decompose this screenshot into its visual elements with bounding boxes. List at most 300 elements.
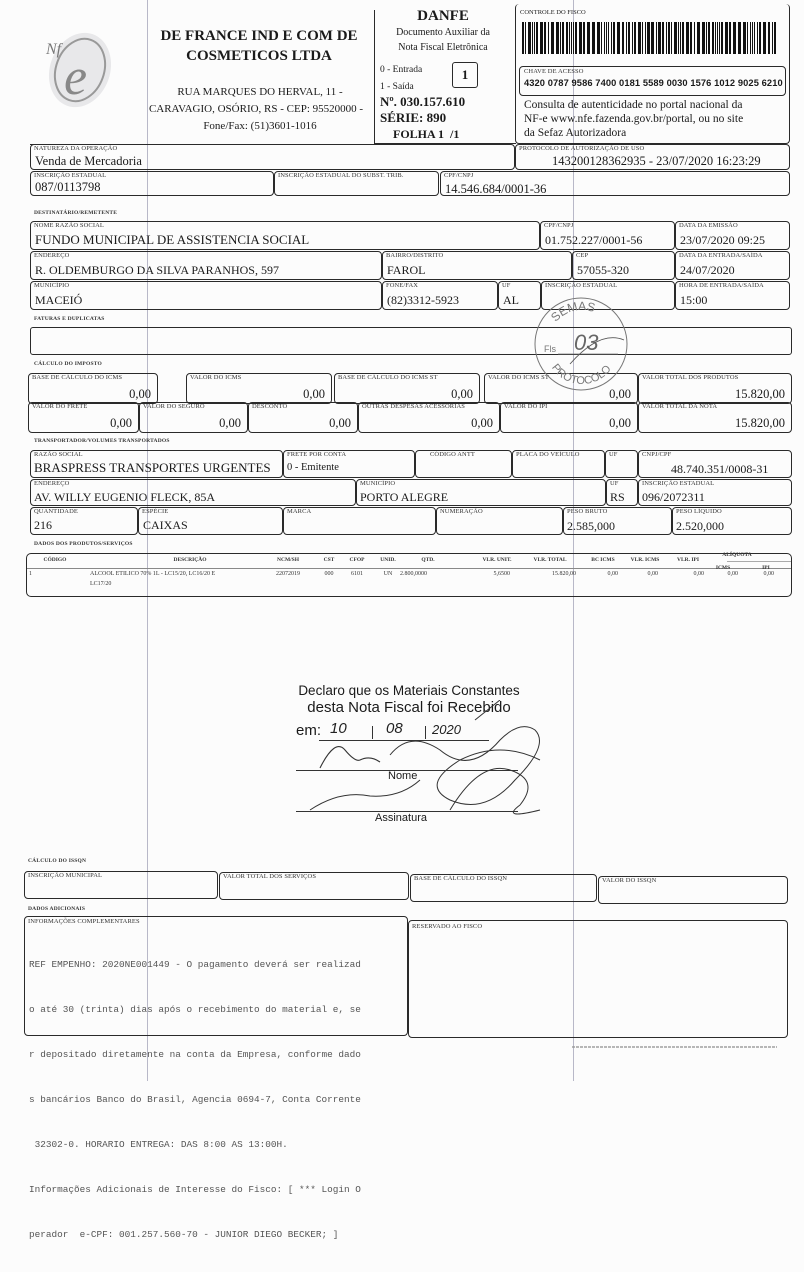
- produtos-header-rule: [27, 568, 791, 569]
- barcode-bar: [606, 22, 607, 54]
- barcode-bar: [548, 22, 549, 54]
- imposto-r2-field-3-value: 0,00: [471, 416, 493, 430]
- cell-vlr_unit: 5,6500: [493, 571, 510, 577]
- barcode-bar: [569, 22, 570, 54]
- transp-uf-field: [605, 450, 638, 478]
- barcode-bar: [628, 22, 630, 54]
- transp-numeracao-label: NUMERAÇÃO: [440, 508, 483, 515]
- barcode-bar: [571, 22, 572, 54]
- natureza-label: NATUREZA DA OPERAÇÃO: [34, 145, 118, 152]
- barcode-bar: [759, 22, 761, 54]
- ie-value: 087/0113798: [35, 180, 101, 194]
- column-header-3: CST: [323, 557, 335, 563]
- barcode-bar: [522, 22, 524, 54]
- emitente-nome: [148, 26, 370, 66]
- transportador-section: TRANSPORTADOR/VOLUMES TRANSPORTADOS: [34, 438, 170, 444]
- imposto-r2-field-0: [28, 402, 139, 433]
- column-header-14: IPI: [762, 565, 770, 571]
- barcode-bar: [626, 22, 627, 54]
- column-header-10: VLR. ICMS: [630, 557, 660, 563]
- barcode-bar: [717, 22, 718, 54]
- barcode-bar: [752, 22, 753, 54]
- dest-cnpj-field: [540, 221, 675, 250]
- cell-cfop: 6101: [351, 571, 363, 577]
- recibo-data-mes: 08: [386, 720, 403, 737]
- transp-uf-label: UF: [609, 451, 618, 458]
- danfe-tipo-box: [452, 62, 478, 88]
- transp-cnpj-field: [638, 450, 792, 478]
- destinatario-section: DESTINATÁRIO/REMETENTE: [34, 210, 118, 216]
- transp-marca-field: [283, 507, 436, 535]
- barcode-bar: [592, 22, 595, 54]
- barcode-bar: [573, 22, 574, 54]
- imposto-r1-field-1-value: 0,00: [303, 387, 325, 401]
- imposto-r2-field-5: [638, 402, 792, 433]
- cnpj-emitente-field: [440, 171, 790, 196]
- adicionais-section: DADOS ADICIONAIS: [28, 906, 86, 912]
- chave-acesso-box: [519, 66, 786, 96]
- barcode-bar: [768, 22, 770, 54]
- barcode-bar: [604, 22, 605, 54]
- dest-municipio-value: MACEIÓ: [35, 293, 83, 307]
- transp-uf2-field: [606, 479, 638, 506]
- svg-text:e: e: [64, 49, 88, 106]
- cell-qtd: 2.800,0000: [400, 571, 427, 577]
- barcode-bar: [668, 22, 670, 54]
- dest-emissao-value: 23/07/2020 09:25: [680, 233, 766, 247]
- consulta-line3: da Sefaz Autorizadora: [524, 127, 627, 139]
- barcode-bar: [702, 22, 705, 54]
- transp-peso-bruto-label: PESO BRUTO: [567, 508, 608, 515]
- dest-entrada-value: 24/07/2020: [680, 263, 735, 277]
- imposto-r2-field-1: [139, 402, 248, 433]
- dest-endereco-label: ENDEREÇO: [34, 252, 70, 259]
- issqn-valor-label: VALOR DO ISSQN: [602, 877, 657, 884]
- imposto-r1-field-2: [334, 373, 480, 404]
- barcode-bar: [694, 22, 695, 54]
- column-header-7: VLR. UNIT.: [482, 557, 512, 563]
- barcode-bar: [708, 22, 710, 54]
- barcode-bar: [579, 22, 582, 54]
- imposto-r1-field-0-value: 0,00: [129, 387, 151, 401]
- barcode-bar: [528, 22, 531, 54]
- barcode-bar: [733, 22, 736, 54]
- natureza-operacao-field: [30, 144, 515, 170]
- barcode-bar: [613, 22, 615, 54]
- stamp-icon: [530, 290, 632, 392]
- transp-frete-label: FRETE POR CONTA: [287, 451, 347, 458]
- danfe-serie: SÉRIE: 890: [380, 110, 447, 125]
- recibo-line2: desta Nota Fiscal foi Recebido: [307, 699, 511, 716]
- column-header-4: CFOP: [349, 557, 365, 563]
- dest-cep-label: CEP: [576, 252, 589, 259]
- dest-cep-value: 57055-320: [577, 263, 629, 277]
- barcode-bar: [544, 22, 546, 54]
- danfe-block: [376, 8, 510, 55]
- consulta-texto: [524, 98, 743, 140]
- transp-cnpj-value: 48.740.351/0008-31: [671, 462, 769, 476]
- barcode-bar: [611, 22, 612, 54]
- barcode-bar: [686, 22, 689, 54]
- imposto-r2-field-3: [358, 402, 500, 433]
- protocolo-value: 143200128362935 - 23/07/2020 16:23:29: [552, 154, 761, 168]
- cnpj-emitente-value: 14.546.684/0001-36: [445, 182, 547, 196]
- transp-endereco-label: ENDEREÇO: [34, 480, 70, 487]
- info-line: Informações Adicionais de Interesse do Fisco: [ *** Login O: [29, 1184, 361, 1195]
- imposto-r1-field-3-label: VALOR DO ICMS ST: [488, 374, 549, 381]
- danfe-title: DANFE: [417, 8, 469, 24]
- emitente-nome-line2: COSMETICOS LTDA: [186, 48, 332, 64]
- stamp-bottom-text: PROTOCOLO: [549, 361, 614, 388]
- barcode-bar: [729, 22, 731, 54]
- recibo-em-label: em:: [296, 722, 322, 739]
- column-header-6: QTD.: [421, 557, 435, 563]
- transp-razao-label: RAZÃO SOCIAL: [34, 451, 83, 458]
- transp-qtd-value: 216: [34, 518, 52, 532]
- barcode-bar: [750, 22, 751, 54]
- barcode-bar: [534, 22, 535, 54]
- cell-ncm: 22072019: [276, 571, 300, 577]
- info-line: r depositado diretamente na conta da Empresa, conforme dado: [29, 1049, 361, 1060]
- info-line: REF EMPENHO: 2020NE001449 - O pagamento deverá ser realizad: [29, 959, 361, 970]
- dest-nome-value: FUNDO MUNICIPAL DE ASSISTENCIA SOCIAL: [35, 232, 310, 247]
- emitente-endereco: [140, 84, 380, 135]
- barcode-bar: [719, 22, 720, 54]
- dest-entrada-field: [675, 251, 790, 280]
- transp-razao-value: BRASPRESS TRANSPORTES URGENTES: [34, 460, 271, 475]
- imposto-r1-field-2-label: BASE DE CÁLCULO DO ICMS ST: [338, 374, 438, 381]
- transp-ie-label: INSCRIÇÃO ESTADUAL: [642, 480, 715, 487]
- cnpj-emitente-label: CPF/CNPJ: [444, 172, 474, 179]
- info-complementares-label: INFORMAÇÕES COMPLEMENTARES: [28, 918, 140, 925]
- barcode-bar: [662, 22, 664, 54]
- barcode-bar: [622, 22, 624, 54]
- info-line: perador e-CPF: 001.257.560-70 - JUNIOR DIEGO BECKER; ]: [29, 1229, 339, 1240]
- dest-hora-label: HORA DE ENTRADA/SAÍDA: [679, 282, 764, 289]
- barcode-bar: [575, 22, 577, 54]
- info-line: o até 30 (trinta) dias após o recebimento do material e, se: [29, 1004, 361, 1015]
- info-line: 32302-0. HORARIO ENTREGA: DAS 8:00 AS 13:00H.: [29, 1139, 288, 1150]
- dest-cep-field: [572, 251, 675, 280]
- cell-aliq_icms: 0,00: [727, 571, 738, 577]
- transp-peso-liquido-value: 2.520,000: [676, 519, 724, 533]
- barcode-bar: [690, 22, 692, 54]
- cell-cst: 000: [324, 571, 334, 577]
- transp-endereco-value: AV. WILLY EUGENIO FLECK, 85A: [34, 490, 216, 504]
- imposto-r2-field-0-value: 0,00: [110, 416, 132, 430]
- dest-emissao-field: [675, 221, 790, 250]
- barcode-bar: [638, 22, 641, 54]
- cell-unid: UN: [383, 571, 393, 577]
- imposto-r1-field-4: [638, 373, 792, 404]
- imposto-r2-field-1-value: 0,00: [219, 416, 241, 430]
- transp-qtd-field: [30, 507, 138, 535]
- barcode-bar: [712, 22, 714, 54]
- imposto-r2-field-2-label: DESCONTO: [252, 403, 288, 410]
- transp-especie-label: ESPÉCIE: [142, 508, 169, 515]
- transp-antt-field: [415, 450, 512, 478]
- dest-endereco-value: R. OLDEMBURGO DA SILVA PARANHOS, 597: [35, 263, 279, 277]
- barcode-bar: [601, 22, 602, 54]
- issqn-valor-servicos-field: [219, 872, 409, 900]
- issqn-base-label: BASE DE CÁLCULO DO ISSQN: [414, 875, 508, 882]
- imposto-r2-field-4: [500, 402, 638, 433]
- barcode-bar: [540, 22, 543, 54]
- column-header-11: VLR. IPI: [676, 557, 699, 563]
- transp-municipio-value: PORTO ALEGRE: [360, 490, 449, 504]
- dest-cnpj-label: CPF/CNPJ: [544, 222, 574, 229]
- emitente-endereco-line2: CARAVAGIO, OSÓRIO, RS - CEP: 95520000 -: [148, 103, 364, 115]
- imposto-r2-field-3-label: OUTRAS DESPESAS ACESSÓRIAS: [362, 403, 466, 410]
- danfe-folha: FOLHA 1 /1: [393, 127, 460, 141]
- dest-fone-field: [382, 281, 498, 310]
- barcode-bar: [634, 22, 636, 54]
- transp-municipio-label: MUNICÍPIO: [360, 480, 396, 487]
- barcode-bar: [560, 22, 561, 54]
- dest-bairro-value: FAROL: [387, 263, 426, 277]
- barcode-bar: [551, 22, 554, 54]
- reservado-fisco-field: [408, 920, 788, 1038]
- barcode-bar: [757, 22, 758, 54]
- dest-fone-value: (82)3312-5923: [387, 293, 459, 307]
- emitente-endereco-line1: RUA MARQUES DO HERVAL, 11 -: [177, 86, 343, 98]
- imposto-r2-field-5-label: VALOR TOTAL DA NOTA: [642, 403, 718, 410]
- imposto-r1-field-0: [28, 373, 158, 404]
- barcode-bar: [706, 22, 707, 54]
- column-header-1: DESCRIÇÃO: [173, 557, 207, 563]
- natureza-value: Venda de Mercadoria: [35, 154, 142, 168]
- dest-municipio-field: [30, 281, 382, 310]
- barcode-bar: [678, 22, 679, 54]
- chave-acesso-label: CHAVE DE ACESSO: [524, 68, 584, 75]
- barcode-bar: [725, 22, 728, 54]
- danfe-subtitle-2: Nota Fiscal Eletrônica: [398, 42, 488, 53]
- issqn-valor-field: [598, 876, 788, 904]
- faturas-box: [30, 327, 792, 355]
- cell-vlr_total: 15.820,00: [552, 571, 576, 577]
- transp-ie-value: 096/2072311: [642, 490, 705, 504]
- cell-descricao-cont: LC17/20: [90, 581, 112, 587]
- barcode-bar: [608, 22, 609, 54]
- issqn-base-field: [410, 874, 597, 902]
- barcode-bar: [566, 22, 568, 54]
- transp-peso-bruto-value: 2.585,000: [567, 519, 615, 533]
- barcode-bar: [645, 22, 646, 54]
- column-header-2: NCM/SH: [277, 557, 299, 563]
- barcode-bar: [666, 22, 667, 54]
- imposto-r2-field-2: [248, 402, 358, 433]
- transp-frete-value: 0 - Emitente: [287, 462, 339, 473]
- dest-cnpj-value: 01.752.227/0001-56: [545, 233, 643, 247]
- transp-razao-field: [30, 450, 283, 478]
- controle-fisco-label: CONTROLE DO FISCO: [520, 9, 586, 16]
- emitente-nome-line1: DE FRANCE IND E COM DE: [160, 28, 358, 44]
- protocolo-label: PROTOCOLO DE AUTORIZAÇÃO DE USO: [519, 145, 645, 152]
- barcode-bar: [587, 22, 590, 54]
- aliquota-rule: [727, 561, 791, 562]
- cell-bc_icms: 0,00: [607, 571, 618, 577]
- info-line: s bancários Banco do Brasil, Agencia 0694-7, Conta Corrente: [29, 1094, 361, 1105]
- dest-municipio-label: MUNICÍPIO: [34, 282, 70, 289]
- barcode-bar: [651, 22, 654, 54]
- imposto-r1-field-1-label: VALOR DO ICMS: [190, 374, 242, 381]
- transp-frete-field: [283, 450, 415, 478]
- barcode-bar: [562, 22, 564, 54]
- barcode-bar: [583, 22, 585, 54]
- barcode-bar: [774, 22, 776, 54]
- barcode-bar: [597, 22, 600, 54]
- ie-st-label: INSCRIÇÃO ESTADUAL DO SUBST. TRIB.: [278, 172, 404, 179]
- emitente-fone: Fone/Fax: (51)3601-1016: [203, 120, 317, 132]
- recibo-data-dia: 10: [330, 720, 347, 737]
- barcode-bar: [763, 22, 766, 54]
- barcode-bar: [532, 22, 533, 54]
- transp-peso-liquido-field: [672, 507, 792, 535]
- barcode-bar: [738, 22, 741, 54]
- issqn-inscricao-label: INSCRIÇÃO MUNICIPAL: [28, 872, 103, 879]
- nfe-logo: [38, 22, 120, 112]
- barcode-bar: [536, 22, 538, 54]
- consulta-line2: NF-e www.nfe.fazenda.gov.br/portal, ou no site: [524, 113, 744, 125]
- transp-antt-label: CÓDIGO ANTT: [430, 451, 475, 458]
- ie-field: [30, 171, 274, 196]
- dest-fone-label: FONE/FAX: [386, 282, 419, 289]
- barcode-bar: [697, 22, 700, 54]
- danfe-saida: 1 - Saída: [380, 82, 414, 92]
- dest-uf-label: UF: [502, 282, 511, 289]
- protocol-stamp: [530, 290, 632, 392]
- barcode-icon: [520, 22, 782, 54]
- imposto-r1-field-1: [186, 373, 332, 404]
- barcode-bar: [747, 22, 748, 54]
- barcode-bar: [658, 22, 661, 54]
- barcode-bar: [754, 22, 755, 54]
- dest-ie-label: INSCRIÇÃO ESTADUAL: [545, 282, 618, 289]
- stamp-top-text: SEMAS: [548, 298, 597, 325]
- dest-uf-value: AL: [503, 293, 519, 307]
- consulta-line1: Consulta de autenticidade no portal nacional da: [524, 99, 743, 111]
- imposto-r1-field-2-value: 0,00: [451, 387, 473, 401]
- issqn-section: CÁLCULO DO ISSQN: [28, 858, 87, 864]
- transp-peso-bruto-field: [563, 507, 672, 535]
- transp-qtd-label: QUANTIDADE: [34, 508, 78, 515]
- ie-label: INSCRIÇÃO ESTADUAL: [34, 172, 107, 179]
- ie-st-field: [274, 171, 439, 196]
- barcode-bar: [647, 22, 650, 54]
- transp-endereco-field: [30, 479, 356, 506]
- column-header-12: ALÍQUOTA: [722, 552, 752, 558]
- cell-aliq_ipi: 0,00: [763, 571, 774, 577]
- danfe-subtitle-1: Documento Auxiliar da: [396, 27, 490, 38]
- nfe-logo-icon: [38, 22, 120, 112]
- imposto-r2-field-4-value: 0,00: [609, 416, 631, 430]
- dest-entrada-label: DATA DA ENTRADA/SAÍDA: [679, 252, 763, 259]
- svg-text:Nf: Nf: [46, 41, 62, 58]
- column-header-0: CÓDIGO: [43, 557, 67, 563]
- issqn-valor-servicos-label: VALOR TOTAL DOS SERVIÇOS: [223, 873, 317, 880]
- dest-nome-field: [30, 221, 540, 250]
- footer-print-line: [572, 1046, 777, 1048]
- transp-uf2-label: UF: [610, 480, 619, 487]
- svg-text:SEMAS: [548, 299, 597, 324]
- barcode-bar: [772, 22, 773, 54]
- recibo-line1: Declaro que os Materiais Constantes: [298, 683, 520, 698]
- transp-numeracao-field: [436, 507, 563, 535]
- transp-uf2-value: RS: [610, 490, 625, 504]
- issqn-inscricao-field: [24, 871, 218, 899]
- transp-cnpj-label: CNPJ/CPF: [642, 451, 672, 458]
- recibo-data-ano: 2020: [432, 722, 461, 737]
- barcode-bar: [721, 22, 723, 54]
- stamp-num: 03: [574, 330, 599, 355]
- transp-marca-label: MARCA: [287, 508, 312, 515]
- dest-endereco-field: [30, 251, 382, 280]
- imposto-r1-field-4-value: 15.820,00: [735, 387, 785, 401]
- barcode-bar: [682, 22, 684, 54]
- recibo-assinatura-label: Assinatura: [375, 812, 427, 824]
- barcode-bar: [715, 22, 716, 54]
- signature-scribble: [300, 700, 560, 830]
- column-header-9: BC ICMS: [591, 557, 615, 563]
- stamp-fls: Fls: [544, 344, 556, 354]
- imposto-r1-field-4-label: VALOR TOTAL DOS PRODUTOS: [642, 374, 739, 381]
- cell-vlr_ipi: 0,00: [693, 571, 704, 577]
- danfe-entrada: 0 - Entrada: [380, 65, 423, 75]
- transp-especie-field: [138, 507, 283, 535]
- chave-acesso[interactable]: 4320 0787 9586 7400 0181 5589 0030 1576 1012 9025 6210: [524, 78, 783, 88]
- info-complementares-field: [24, 916, 408, 1240]
- imposto-r2-field-1-label: VALOR DO SEGURO: [143, 403, 205, 410]
- barcode-bar: [671, 22, 672, 54]
- barcode-bar: [656, 22, 657, 54]
- barcode-bar: [632, 22, 633, 54]
- barcode-bar: [674, 22, 677, 54]
- barcode: [520, 22, 782, 54]
- dest-nome-label: NOME RAZÃO SOCIAL: [34, 222, 104, 229]
- transp-placa-field: [512, 450, 605, 478]
- danfe-numero: Nº. 030.157.610: [380, 94, 466, 109]
- barcode-bar: [680, 22, 681, 54]
- barcode-bar: [743, 22, 746, 54]
- recibo-nome-label: Nome: [388, 770, 418, 782]
- protocolo-field: [515, 144, 790, 170]
- cell-descricao: ALCOOL ETILICO 70% 1L - LC15/20, LC16/20 E: [90, 571, 216, 577]
- imposto-r2-field-2-value: 0,00: [329, 416, 351, 430]
- faturas-section: FATURAS E DUPLICATAS: [34, 316, 105, 322]
- transp-ie-field: [638, 479, 792, 506]
- transp-especie-value: CAIXAS: [143, 518, 188, 532]
- danfe-tipo: 1: [461, 67, 469, 82]
- barcode-bar: [525, 22, 526, 54]
- barcode-bar: [642, 22, 643, 54]
- transp-placa-label: PLACA DO VEÍCULO: [516, 451, 580, 458]
- dest-hora-field: [675, 281, 790, 310]
- cell-codigo: 1: [29, 571, 32, 577]
- imposto-r2-field-5-value: 15.820,00: [735, 416, 785, 430]
- dest-hora-value: 15:00: [680, 293, 708, 307]
- imposto-r2-field-0-label: VALOR DO FRETE: [32, 403, 88, 410]
- column-header-5: UNID.: [380, 557, 396, 563]
- dest-bairro-label: BAIRRO/DISTRITO: [386, 252, 444, 259]
- imposto-section: CÁLCULO DO IMPOSTO: [34, 361, 102, 367]
- transp-municipio-field: [356, 479, 606, 506]
- barcode-bar: [617, 22, 620, 54]
- column-header-8: VLR. TOTAL: [533, 557, 567, 563]
- imposto-r1-field-3-value: 0,00: [609, 387, 631, 401]
- barcode-bar: [556, 22, 559, 54]
- dest-emissao-label: DATA DA EMISSÃO: [679, 222, 738, 229]
- reservado-fisco-label: RESERVADO AO FISCO: [412, 923, 483, 930]
